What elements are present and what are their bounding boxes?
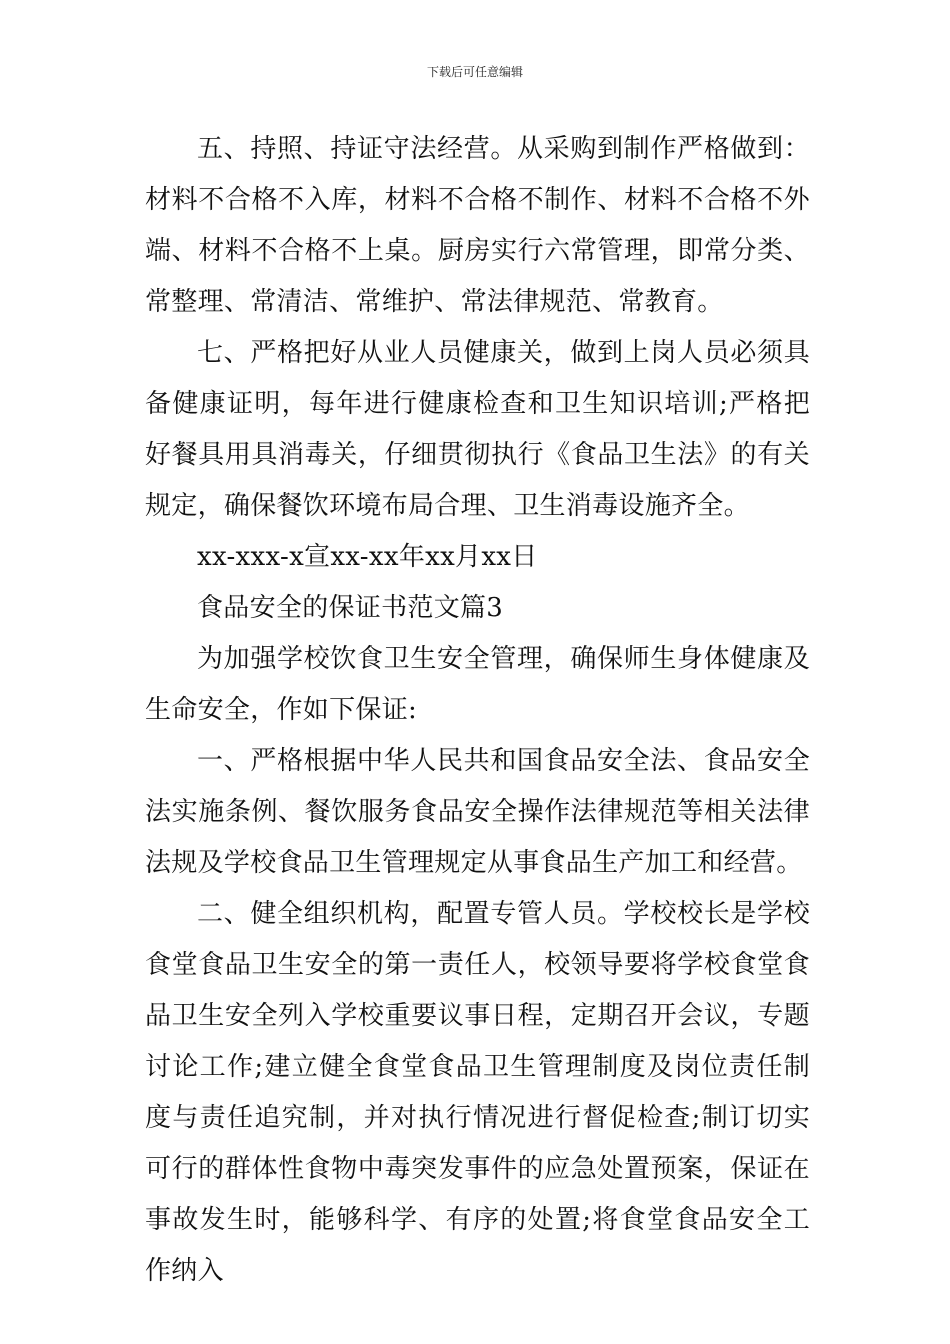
paragraph-item-2: 二、健全组织机构，配置专管人员。学校校长是学校食堂食品卫生安全的第一责任人，校领导要将学校食堂食品卫生安全列入学校重要议事日程，定期召开会议，专题讨论工作;建立健全食堂食品卫生管理制度及岗位责任制度与责任追究制，并对执行情况进行督促检查;制订切实可行的群体性食物中毒突发事件的应急处置预案，保证在事故发生时，能够科学、有序的处置;将食堂食品安全工作纳入 (145, 899, 810, 1286)
intro-paragraph: 为加强学校饮食卫生安全管理，确保师生身体健康及生命安全，作如下保证: (145, 644, 810, 725)
paragraph-item-7: 七、严格把好从业人员健康关，做到上岗人员必须具备健康证明，每年进行健康检查和卫生知识培训;严格把好餐具用具消毒关，仔细贯彻执行《食品卫生法》的有关规定，确保餐饮环境布局合理、卫生消毒设施齐全。 (145, 338, 810, 521)
section-title: 食品安全的保证书范文篇3 (197, 593, 504, 623)
document-body (145, 124, 810, 1297)
paragraph-item-5: 五、持照、持证守法经营。从采购到制作严格做到：材料不合格不入库，材料不合格不制作、材料不合格不外端、材料不合格不上桌。厨房实行六常管理，即常分类、常整理、常清洁、常维护、常法律规范、常教育。 (145, 134, 810, 317)
paragraph-item-1: 一、严格根据中华人民共和国食品安全法、食品安全法实施条例、餐饮服务食品安全操作法律规范等相关法律法规及学校食品卫生管理规定从事食品生产加工和经营。 (145, 746, 810, 878)
page-header: 下载后可任意编辑 (426, 65, 523, 79)
signature-date-line: xx-xxx-x宣xx-xx年xx月xx日 (197, 542, 538, 572)
